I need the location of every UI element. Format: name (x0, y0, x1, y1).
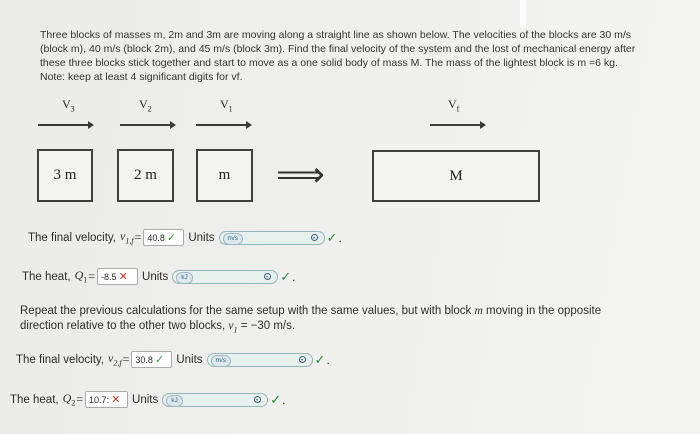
arrow-v3 (38, 124, 92, 126)
check-icon: ✓ (280, 268, 292, 284)
dropdown-icon (311, 234, 318, 241)
equals-sign: = (88, 269, 96, 283)
question-heat-1 (22, 268, 296, 285)
question-label: The heat, (22, 270, 71, 283)
answer-input-v1f[interactable] (143, 229, 184, 246)
velocity-label-vf: $V_f$ (448, 97, 460, 114)
variable: $Q_2$ (62, 391, 76, 408)
answer-value: 40.8 (147, 232, 165, 243)
dropdown-icon (264, 273, 271, 280)
question-label: The final velocity, (16, 353, 104, 366)
units-select-v2f[interactable] (207, 353, 313, 367)
selected-unit-chip: m/s (211, 355, 231, 367)
question-heat-2 (10, 391, 286, 408)
selected-unit-chip: m/s (223, 233, 243, 245)
block-3m: 3 m (37, 149, 93, 202)
period: . (338, 230, 342, 245)
variable: $v_{2,f}$ (108, 351, 122, 368)
answer-value: 10.7: (89, 394, 110, 405)
question-final-velocity-2 (16, 351, 330, 368)
units-select-q1[interactable] (172, 270, 278, 284)
units-label: Units (142, 270, 169, 283)
equals-sign: = (76, 392, 84, 406)
check-icon: ✓ (270, 391, 282, 407)
equals-sign: = (122, 352, 130, 366)
period: . (292, 269, 296, 284)
units-select-v1f[interactable] (219, 231, 325, 245)
photo-glare (520, 0, 526, 28)
incorrect-x-icon: ✕ (118, 271, 128, 283)
answer-value: 30.8 (135, 354, 153, 365)
units-label: Units (188, 231, 215, 244)
repeat-instructions: Repeat the previous calculations for the same setup with the same values, but with block m moving in the opposite direction relative to the other two blocks, $v_1 = -30$ m/s. (20, 305, 602, 335)
block-m: m (196, 149, 253, 202)
correct-check-icon: ✓ (154, 354, 165, 366)
velocity-label-v1: $V_1$ (220, 97, 233, 114)
arrow-v1 (196, 124, 250, 126)
implies-arrow-icon: ⟹ (276, 155, 325, 195)
selected-unit-chip: kJ (176, 272, 193, 284)
question-final-velocity-1 (28, 229, 342, 246)
correct-check-icon: ✓ (166, 232, 177, 244)
incorrect-x-icon: ✕ (111, 394, 121, 406)
check-icon: ✓ (314, 351, 326, 367)
units-label: Units (176, 353, 203, 366)
variable: $Q_1$ (74, 268, 88, 285)
block-2m: 2 m (117, 149, 174, 202)
arrow-v2 (120, 124, 174, 126)
equals-sign: = (134, 230, 142, 244)
question-label: The heat, (10, 393, 59, 406)
question-label: The final velocity, (28, 231, 116, 244)
velocity-label-v2: $V_2$ (139, 97, 152, 114)
answer-input-q2[interactable] (85, 391, 128, 408)
selected-unit-chip: kJ (166, 395, 183, 407)
period: . (282, 392, 286, 407)
answer-input-v2f[interactable] (131, 351, 172, 368)
answer-value: -8.5 (101, 271, 117, 282)
problem-statement: Three blocks of masses m, 2m and 3m are moving along a straight line as shown below. The velocities of the blocks are 30 m/s (block m), 40 m/s (block 2m), and 45 m/s (block 3m). Find the final velocity of the system and the lost of mechanical energy after these three blocks stick together and start to move as a one solid body of mass M. The mass of the lightest block is m =6 kg. Note: keep at least 4 significant digits for vf. (40, 29, 636, 83)
answer-input-q1[interactable] (97, 268, 138, 285)
units-select-q2[interactable] (162, 393, 268, 407)
period: . (326, 352, 330, 367)
arrow-vf (430, 124, 484, 126)
variable: $v_{1,f}$ (120, 229, 134, 246)
block-M: M (372, 150, 540, 202)
velocity-label-v3: $V_3$ (62, 97, 75, 114)
dropdown-icon (254, 396, 261, 403)
units-label: Units (132, 393, 159, 406)
dropdown-icon (299, 356, 306, 363)
check-icon: ✓ (326, 229, 338, 245)
